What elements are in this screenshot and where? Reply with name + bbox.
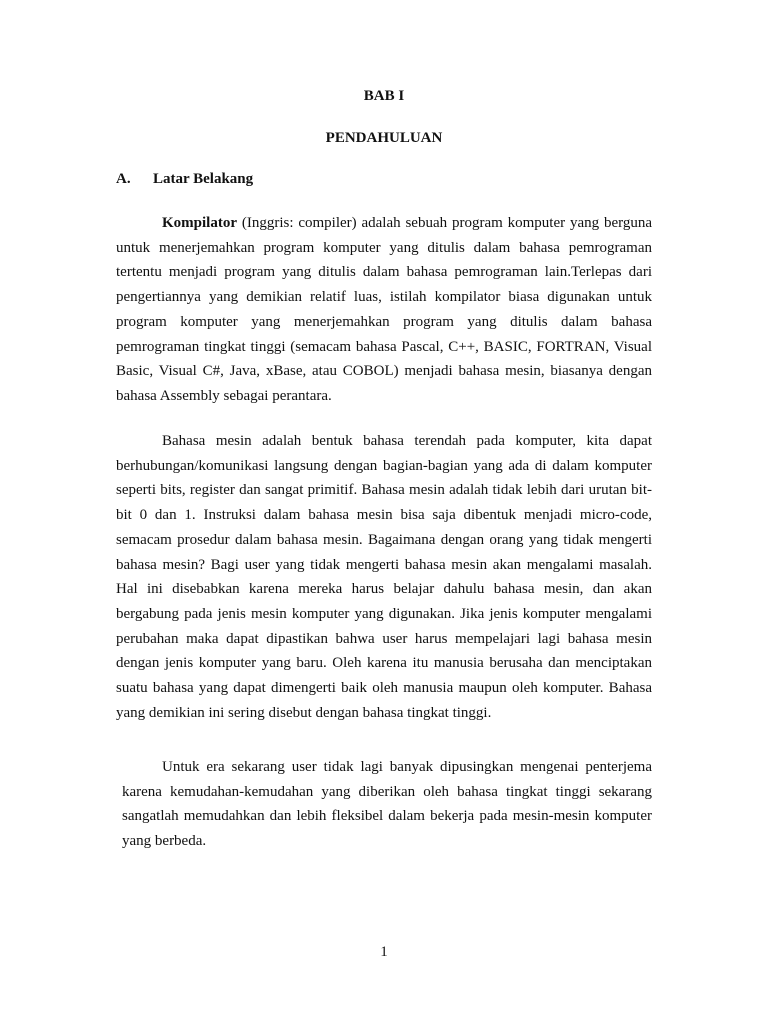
page-number: 1	[380, 944, 388, 960]
chapter-title: PENDAHULUAN	[325, 130, 443, 146]
paragraph-text: (Inggris: compiler) adalah sebuah program komputer yang berguna untuk menerjemahkan program komputer yang ditulis dalam bahasa pemrograman tertentu menjadi program yang ditulis dalam bahasa pemrograman lain.Terlepas dari pengertiannya yang demikian relatif luas, istilah kompilator biasa digunakan untuk program komputer yang menerjemahkan program yang ditulis dalam bahasa pemrograman tingkat tinggi (semacam bahasa Pascal, C++, BASIC, FORTRAN, Visual Basic, Visual C#, Java, xBase, atau COBOL) menjadi bahasa mesin, biasanya dengan bahasa Assembly sebagai perantara.	[116, 215, 652, 404]
section-heading	[116, 171, 253, 188]
paragraph-current-era: Untuk era sekarang user tidak lagi banyak dipusingkan mengenai penterjema karena kemudahan-kemudahan yang diberikan oleh bahasa tingkat tinggi sekarang sangatlah memudahkan dan lebih fleksibel dalam bekerja pada mesin-mesin komputer yang berbeda.	[122, 759, 652, 850]
section-number: A.	[116, 171, 131, 187]
section-title: Latar Belakang	[153, 171, 254, 187]
paragraph-machine-language: Bahasa mesin adalah bentuk bahasa terendah pada komputer, kita dapat berhubungan/komunikasi langsung dengan bagian-bagian yang ada di dalam komputer seperti bits, register dan sangat primitif. Bahasa mesin adalah tidak lebih dari urutan bit-bit 0 dan 1. Instruksi dalam bahasa mesin bisa saja dibentuk menjadi micro-code, semacam prosedur dalam bahasa mesin. Bagaimana dengan orang yang tidak mengerti bahasa mesin? Bagi user yang tidak mengerti bahasa mesin akan mengalami masalah. Hal ini disebabkan karena mereka harus belajar dahulu bahasa mesin, dan akan bergabung pada jenis mesin komputer yang digunakan. Jika jenis komputer mengalami perubahan maka dapat dipastikan bahwa user harus mempelajari lagi bahasa mesin dengan jenis komputer yang baru. Oleh karena itu manusia berusaha dan menciptakan suatu bahasa yang dapat dimengerti baik oleh manusia maupun oleh komputer. Bahasa yang demikian ini sering disebut dengan bahasa tingkat tinggi.	[116, 433, 652, 721]
bold-term: Kompilator	[162, 215, 237, 231]
paragraph-compiler	[116, 211, 652, 409]
chapter-heading: BAB I	[363, 88, 405, 104]
